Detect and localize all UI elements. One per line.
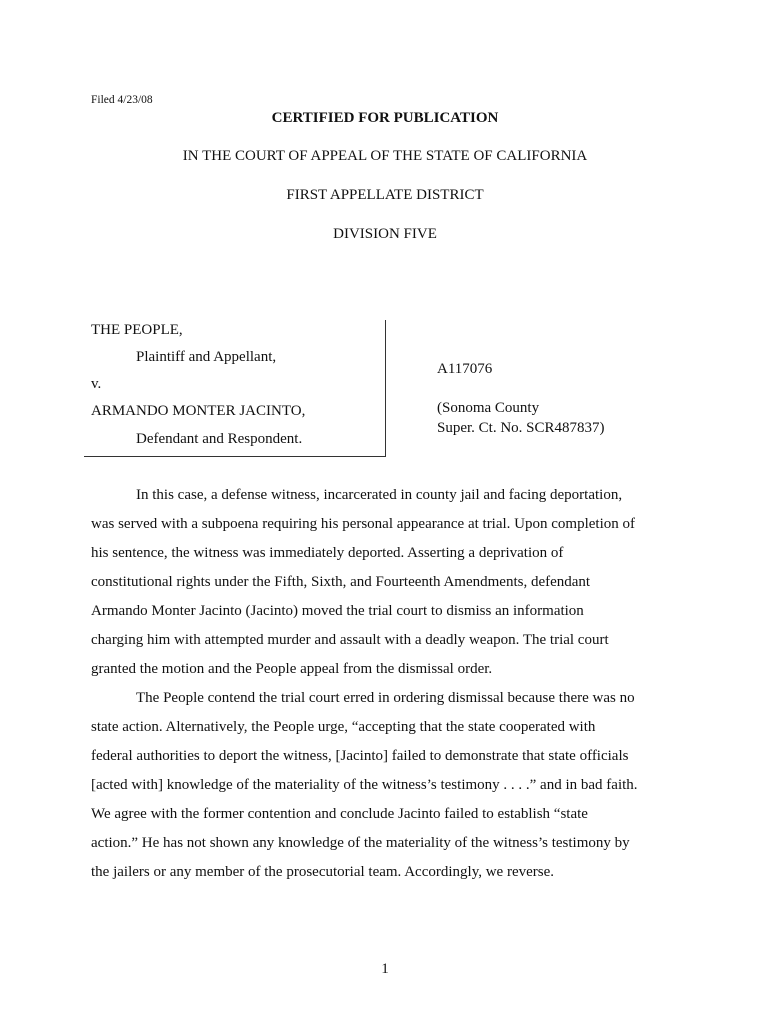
- certified-heading: CERTIFIED FOR PUBLICATION: [271, 110, 499, 126]
- county-line-2: Super. Ct. No. SCR487837): [437, 420, 605, 436]
- plaintiff-role: Plaintiff and Appellant,: [136, 349, 277, 365]
- division-name: DIVISION FIVE: [333, 226, 437, 242]
- body-line: In this case, a defense witness, incarcerated in county jail and facing deportation,: [136, 487, 623, 503]
- county-line-1: (Sonoma County: [437, 400, 540, 416]
- page-number: 1: [381, 961, 389, 977]
- versus-label: v.: [91, 376, 102, 392]
- body-line: was served with a subpoena requiring his personal appearance at trial. Upon completion of: [91, 516, 635, 532]
- body-line: the jailers or any member of the prosecutorial team. Accordingly, we reverse.: [91, 864, 555, 880]
- body-line: granted the motion and the People appeal from the dismissal order.: [91, 661, 493, 677]
- body-line: The People contend the trial court erred in ordering dismissal because there was no: [136, 690, 635, 706]
- case-number: A117076: [437, 361, 493, 377]
- body-line: state action. Alternatively, the People urge, “accepting that the state cooperated with: [91, 719, 596, 735]
- body-line: his sentence, the witness was immediately deported. Asserting a deprivation of: [91, 545, 564, 561]
- body-line: [acted with] knowledge of the materiality of the witness’s testimony . . . .” and in bad faith.: [91, 777, 638, 793]
- body-line: charging him with attempted murder and assault with a deadly weapon. The trial court: [91, 632, 609, 648]
- body-line: action.” He has not shown any knowledge of the materiality of the witness’s testimony by: [91, 835, 630, 851]
- court-name: IN THE COURT OF APPEAL OF THE STATE OF CALIFORNIA: [182, 148, 588, 164]
- body-line: constitutional rights under the Fifth, Sixth, and Fourteenth Amendments, defendant: [91, 574, 591, 590]
- body-line: federal authorities to deport the witness, [Jacinto] failed to demonstrate that state officials: [91, 748, 629, 764]
- defendant-name: ARMANDO MONTER JACINTO,: [91, 403, 306, 419]
- plaintiff-name: THE PEOPLE,: [91, 322, 183, 338]
- body-line: Armando Monter Jacinto (Jacinto) moved the trial court to dismiss an information: [91, 603, 584, 619]
- body-line: We agree with the former contention and conclude Jacinto failed to establish “state: [91, 806, 588, 822]
- filed-date: Filed 4/23/08: [91, 94, 153, 106]
- district-name: FIRST APPELLATE DISTRICT: [286, 187, 484, 203]
- defendant-role: Defendant and Respondent.: [136, 431, 303, 447]
